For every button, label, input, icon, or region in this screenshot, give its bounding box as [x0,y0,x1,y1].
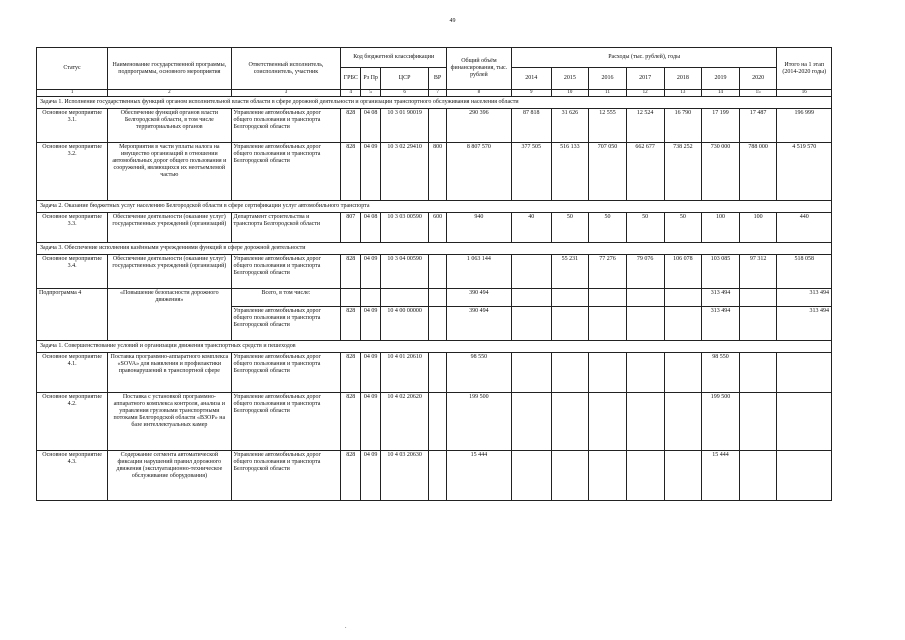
header-budget-code: Код бюджетной классификации [341,48,447,68]
header-csr: ЦСР [381,68,429,90]
header-year-2017: 2017 [626,68,664,90]
row-grbs: 828 [341,393,361,451]
task-row [37,243,832,255]
row-total: 8 807 570 [447,143,512,201]
col-num: 8 [447,90,512,97]
row-name: Поставка с установкой программно-аппаратного комплекса контроля, анализа и управления грузовыми транспортными потоками Белгородской области «ВЗОР» на базе интеллектуальных камер [108,393,231,451]
header-rzpr: Рз Пр [361,68,381,90]
row-grbs: 807 [341,213,361,243]
row-name: Поставка программно-аппаратного комплекса «SOVA» для выявления и профилактики правонарушений в транспортной сфере [108,353,231,393]
row-responsible: Управление автомобильных дорог общего пользования и транспорта Белгородской области [231,353,341,393]
row-csr: 10 3 02 29410 [381,143,429,201]
row-total: 199 500 [447,393,512,451]
row-rzpr: 04 08 [361,109,381,143]
row-stage-total: 313 494 [777,307,832,341]
row-name: Мероприятия в части уплаты налога на имущество организаций в отношении автомобильных дорог общего пользования и сооружений, являющихся их неотъемлемой частью [108,143,231,201]
row-vr [429,109,447,143]
row-total: 15 444 [447,451,512,501]
row-2015: 516 133 [551,143,589,201]
row-2019: 17 199 [702,109,740,143]
header-expenses: Расходы (тыс. рублей), годы [511,48,777,68]
col-num: 11 [589,90,627,97]
row-2014: 377 505 [511,143,551,201]
row-stage-total: 4 519 570 [777,143,832,201]
column-number-row [37,90,832,97]
row-rzpr: 04 09 [361,255,381,289]
row-2017: 79 076 [626,255,664,289]
task-title: Задача 3. Обеспечение исполнения казёнными учреждениями функций в сфере дорожной деятельности [37,243,832,255]
header-total-volume: Общий объём финансирования, тыс. рублей [447,48,512,90]
row-2018: 16 790 [664,109,702,143]
row-2020: 788 000 [739,143,777,201]
header-year-2019: 2019 [702,68,740,90]
row-responsible: Управление автомобильных дорог общего пользования и транспорта Белгородской области [231,109,341,143]
row-name: Содержание сегмента автоматической фиксации нарушений правил дорожного движения (эксплуатационно-техническое обслуживание оборудования) [108,451,231,501]
col-num: 2 [108,90,231,97]
header-year-2016: 2016 [589,68,627,90]
row-responsible: Управление автомобильных дорог общего пользования и транспорта Белгородской области [231,393,341,451]
row-status: Основное мероприятие 3.2. [37,143,108,201]
row-2020: 100 [739,213,777,243]
row-2015: 50 [551,213,589,243]
row-grbs: 828 [341,353,361,393]
row-status: Основное мероприятие 4.1. [37,353,108,393]
row-grbs: 828 [341,307,361,341]
row-2014: 40 [511,213,551,243]
row-responsible-total: Всего, в том числе: [231,289,341,307]
task-title: Задача 1. Исполнение государственных функций органом исполнительной власти области в сфере дорожной деятельности и организации транспортного обслуживания населения области [37,97,832,109]
row-status: Основное мероприятие 3.1. [37,109,108,143]
row-vr: 800 [429,143,447,201]
table-row [37,353,832,393]
row-rzpr: 04 08 [361,213,381,243]
row-responsible: Управление автомобильных дорог общего пользования и транспорта Белгородской области [231,255,341,289]
row-grbs: 828 [341,109,361,143]
budget-table-wrapper [36,47,832,501]
table-row [37,213,832,243]
header-responsible: Ответственный исполнитель, соисполнитель, участник [231,48,341,90]
header-grbs: ГРБС [341,68,361,90]
header-stage-total: Итого на 1 этап (2014-2020 годы) [777,48,832,90]
row-2019: 103 085 [702,255,740,289]
row-2020: 17 487 [739,109,777,143]
row-stage-total: 518 058 [777,255,832,289]
row-2014 [511,255,551,289]
row-2019: 15 444 [702,451,740,501]
header-year-2018: 2018 [664,68,702,90]
row-2019: 199 500 [702,393,740,451]
row-stage-total: 440 [777,213,832,243]
row-2019: 100 [702,213,740,243]
row-responsible: Управление автомобильных дорог общего пользования и транспорта Белгородской области [231,307,341,341]
col-num: 5 [361,90,381,97]
col-num: 7 [429,90,447,97]
col-num: 15 [739,90,777,97]
row-rzpr: 04 09 [361,393,381,451]
row-status: Подпрограмма 4 [37,289,108,341]
row-vr: 600 [429,213,447,243]
task-title: Задача 1. Совершенствование условий и организации движения транспортных средств и пешеходов [37,341,832,353]
row-name: «Повышение безопасности дорожного движения» [108,289,231,341]
row-2019: 730 000 [702,143,740,201]
row-name: Обеспечение деятельности (оказание услуг) государственных учреждений (организаций) [108,213,231,243]
row-stage-total: 196 999 [777,109,832,143]
row-grbs: 828 [341,451,361,501]
row-2016: 77 276 [589,255,627,289]
row-name: Обеспечение функций органов власти Белгородской области, в том числе территориальных органов [108,109,231,143]
task-row [37,97,832,109]
row-status: Основное мероприятие 3.4. [37,255,108,289]
row-grbs: 828 [341,143,361,201]
row-2017: 12 524 [626,109,664,143]
row-2020: 97 312 [739,255,777,289]
col-num: 14 [702,90,740,97]
col-num: 12 [626,90,664,97]
col-num: 13 [664,90,702,97]
row-responsible: Управление автомобильных дорог общего пользования и транспорта Белгородской области [231,451,341,501]
row-status: Основное мероприятие 4.3. [37,451,108,501]
row-total: 1 063 144 [447,255,512,289]
row-csr: 10 3 01 90019 [381,109,429,143]
row-csr: 10 3 04 00590 [381,255,429,289]
header-name: Наименование государственной программы, подпрограммы, основного мероприятия [108,48,231,90]
row-rzpr: 04 09 [361,307,381,341]
row-responsible: Департамент строительства и транспорта Белгородской области [231,213,341,243]
table-row [37,255,832,289]
row-grbs: 828 [341,255,361,289]
row-2015: 31 626 [551,109,589,143]
task-title: Задача 2. Оказание бюджетных услуг населению Белгородской области в сфере сертификации услуг автомобильного транспорта [37,201,832,213]
row-2019: 98 550 [702,353,740,393]
table-row [37,109,832,143]
task-row [37,341,832,353]
row-vr [429,255,447,289]
row-rzpr: 04 09 [361,143,381,201]
col-num: 6 [381,90,429,97]
table-row [37,289,832,307]
row-total: 940 [447,213,512,243]
budget-table [36,47,832,501]
header-vr: ВР [429,68,447,90]
table-row [37,393,832,451]
row-rzpr: 04 09 [361,451,381,501]
row-status: Основное мероприятие 4.2. [37,393,108,451]
footer-mark: . [345,624,347,630]
header-year-2014: 2014 [511,68,551,90]
row-2015: 55 231 [551,255,589,289]
row-2018: 106 078 [664,255,702,289]
row-total: 290 396 [447,109,512,143]
col-num: 3 [231,90,341,97]
row-total: 98 550 [447,353,512,393]
col-num: 1 [37,90,108,97]
header-year-2020: 2020 [739,68,777,90]
row-csr: 10 4 03 20630 [381,451,429,501]
row-total: 390 494 [447,289,512,307]
col-num: 10 [551,90,589,97]
header-status: Статус [37,48,108,90]
header-row-1 [37,48,832,68]
row-csr: 10 3 03 00590 [381,213,429,243]
row-2019: 313 494 [702,289,740,307]
col-num: 16 [777,90,832,97]
row-2016: 50 [589,213,627,243]
row-2016: 707 050 [589,143,627,201]
row-rzpr: 04 09 [361,353,381,393]
col-num: 4 [341,90,361,97]
row-2017: 50 [626,213,664,243]
row-2016: 12 555 [589,109,627,143]
row-stage-total: 313 494 [777,289,832,307]
table-row [37,143,832,201]
row-csr: 10 4 00 00000 [381,307,429,341]
row-2014: 87 818 [511,109,551,143]
row-2018: 50 [664,213,702,243]
header-year-2015: 2015 [551,68,589,90]
row-csr: 10 4 02 20620 [381,393,429,451]
row-status: Основное мероприятие 3.3. [37,213,108,243]
row-name: Обеспечение деятельности (оказание услуг) государственных учреждений (организаций) [108,255,231,289]
task-row [37,201,832,213]
row-2017: 662 677 [626,143,664,201]
row-csr: 10 4 01 20610 [381,353,429,393]
row-2018: 738 252 [664,143,702,201]
table-row [37,451,832,501]
row-total: 390 494 [447,307,512,341]
page-number: 49 [449,18,456,24]
row-responsible: Управление автомобильных дорог общего пользования и транспорта Белгородской области [231,143,341,201]
col-num: 9 [511,90,551,97]
row-2019: 313 494 [702,307,740,341]
